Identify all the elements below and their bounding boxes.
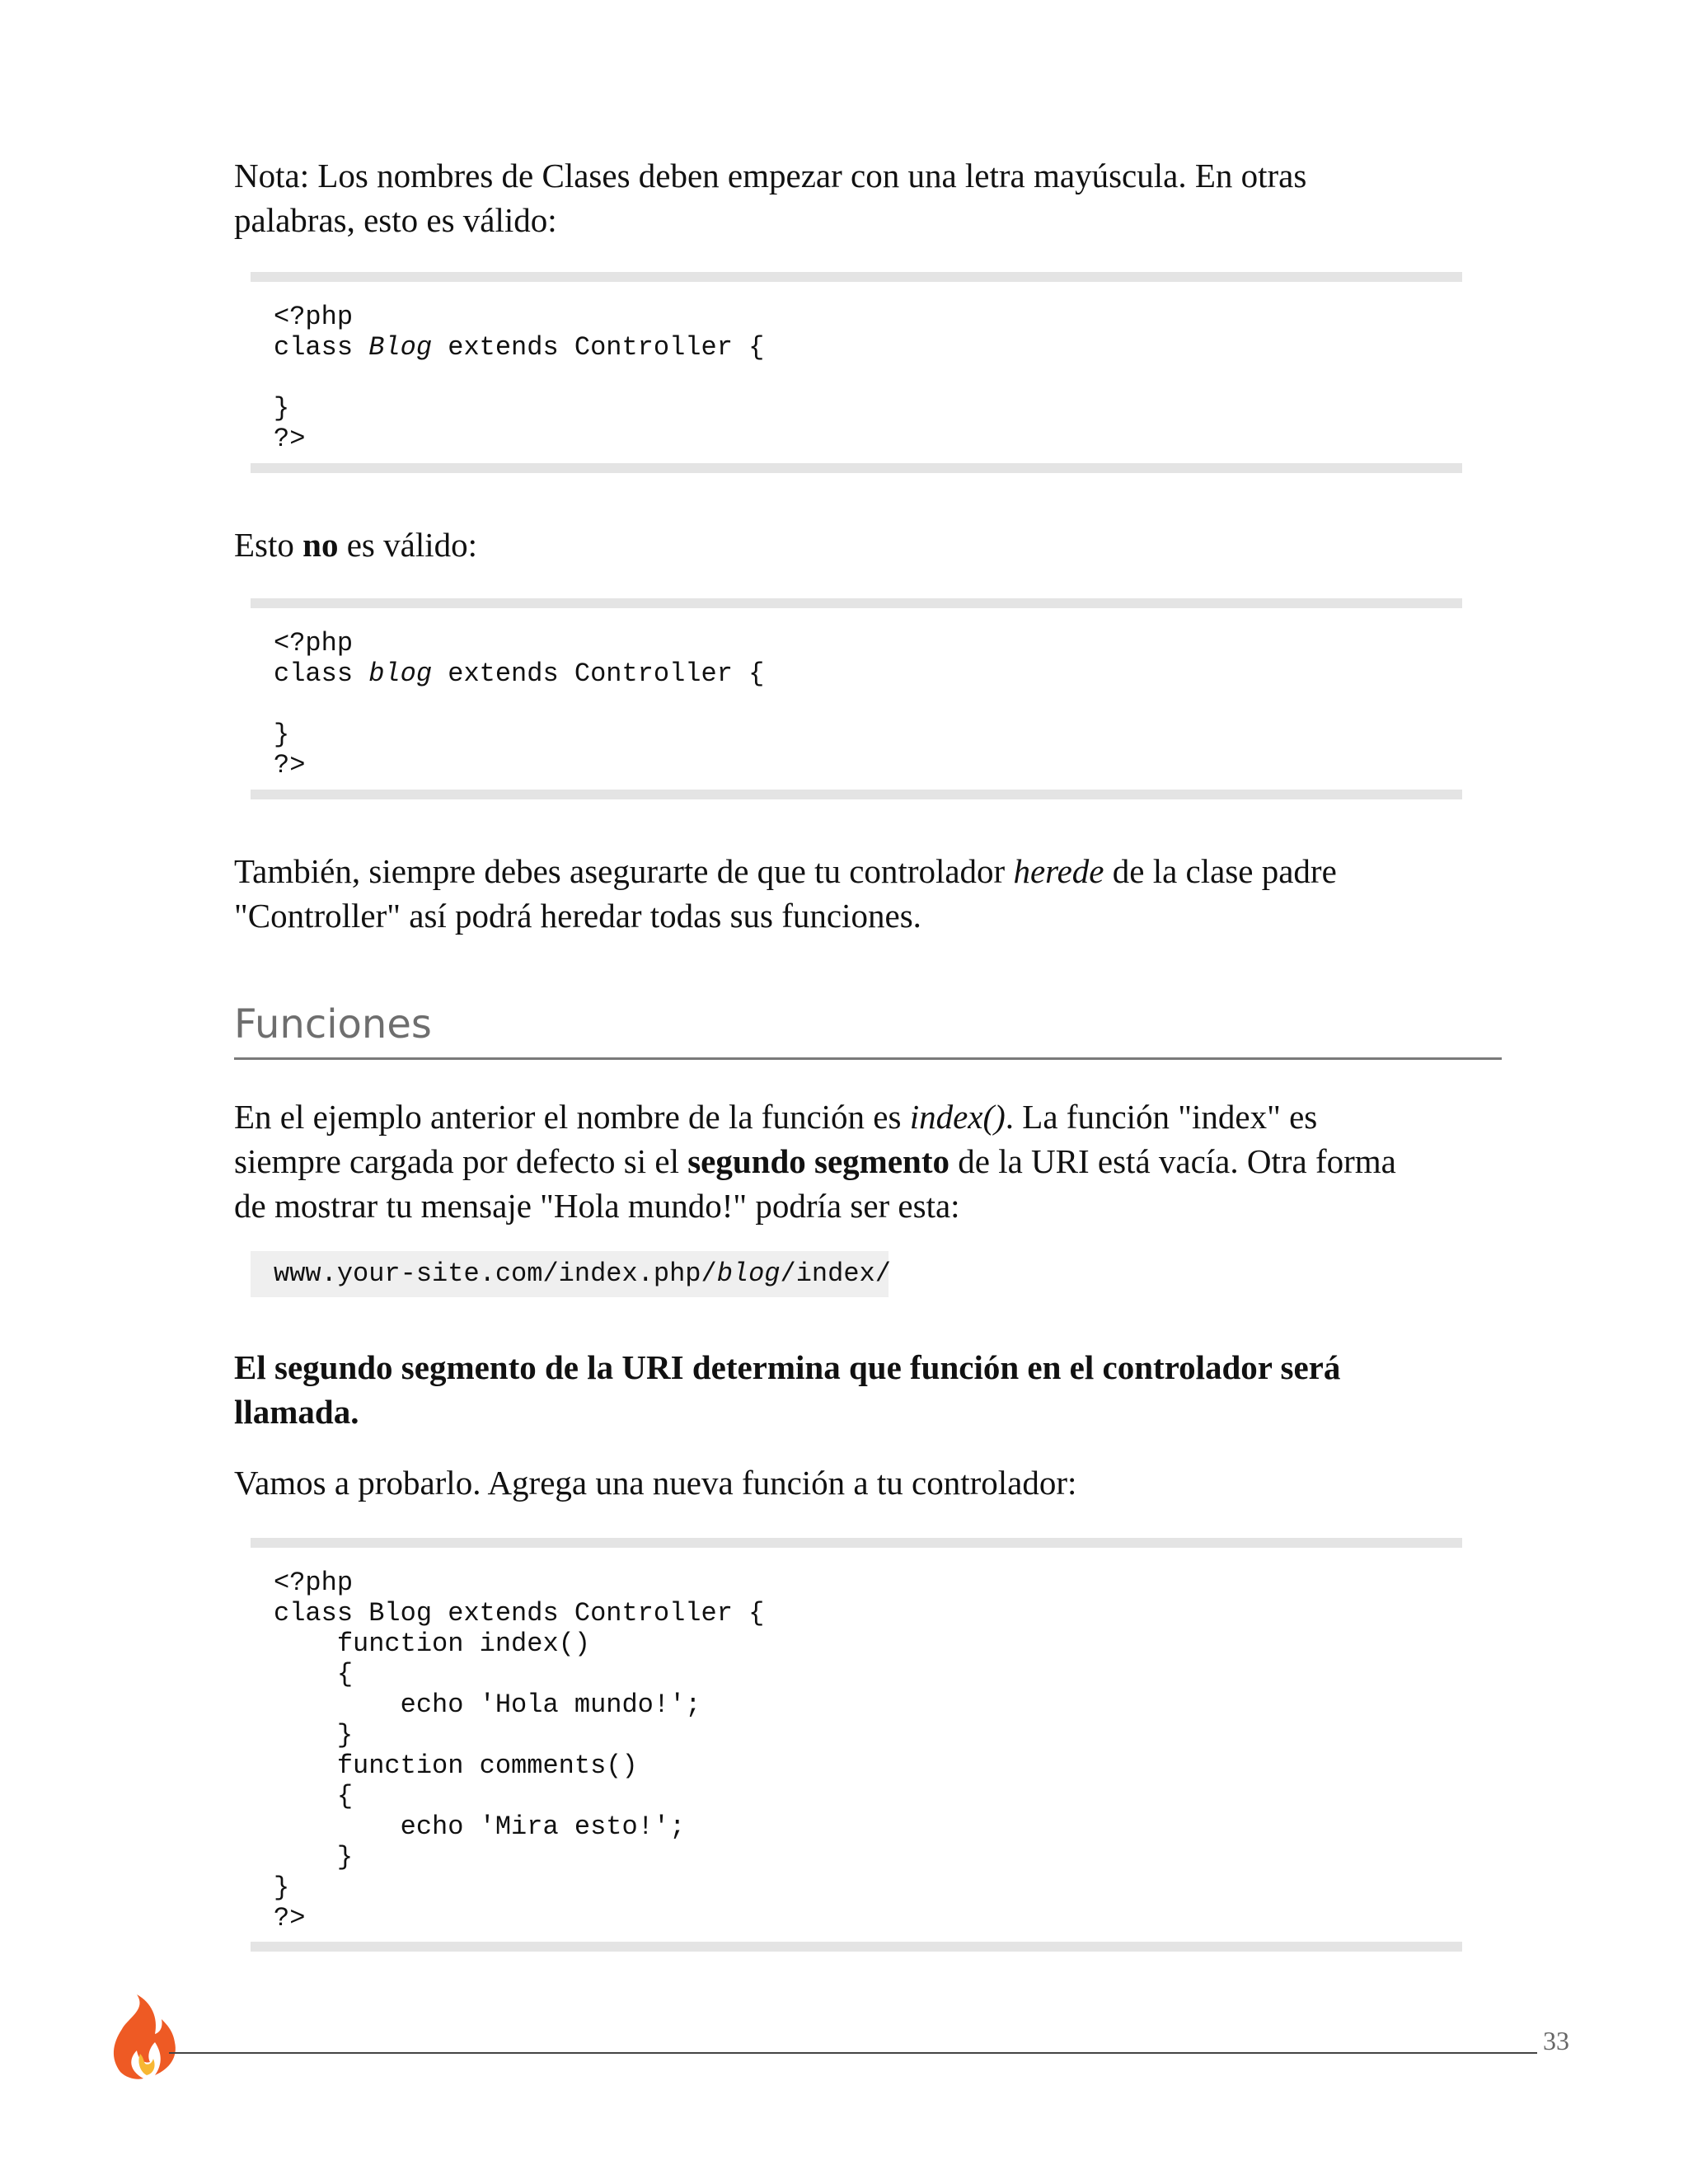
invalid-intro — [234, 523, 477, 567]
code-line: ?> — [274, 750, 306, 780]
text: de la URI está vacía. Otra forma — [950, 1142, 1396, 1180]
text: llamada. — [234, 1393, 359, 1431]
url-example — [251, 1251, 889, 1297]
code-line: ?> — [274, 1903, 306, 1933]
bold-statement — [234, 1345, 1340, 1434]
code-block-valid — [251, 272, 1462, 473]
code-line: } — [274, 1872, 290, 1903]
note-paragraph — [234, 153, 1306, 242]
codeigniter-flame-logo — [104, 1993, 180, 2080]
code-line: echo 'Hola mundo!'; — [274, 1690, 701, 1720]
code-line: function index() — [274, 1629, 591, 1659]
code-line: class Blog extends Controller { — [274, 1598, 765, 1629]
text: de mostrar tu mensaje "Hola mundo!" podría ser esta: — [234, 1187, 960, 1225]
code-line: } — [274, 719, 290, 750]
text: El segundo segmento de la URI determina que función en el controlador será — [234, 1348, 1341, 1386]
text: siempre cargada por defecto si el — [234, 1142, 688, 1180]
code-line: { — [274, 1659, 354, 1690]
url-part: www.your-site.com/index.php/ — [274, 1258, 717, 1289]
page-number: 33 — [1543, 2026, 1569, 2055]
inheritance-paragraph — [234, 849, 1337, 938]
text: "Controller" así podrá heredar todas sus funciones. — [234, 897, 921, 935]
code-token: class — [274, 658, 369, 689]
code-line: <?php — [274, 1568, 354, 1598]
code-class-name: blog — [368, 658, 433, 689]
section-heading-funciones: Funciones — [234, 999, 1502, 1060]
text: de la clase padre — [1104, 852, 1337, 890]
code-line: <?php — [274, 628, 354, 658]
code-line: } — [274, 1720, 354, 1750]
functions-paragraph — [234, 1094, 1396, 1228]
text: También, siempre debes asegurarte de que tu controlador — [234, 852, 1014, 890]
code-class-name: Blog — [368, 332, 433, 363]
note-line-2: palabras, esto es válido: — [234, 201, 557, 239]
code-line: function comments() — [274, 1750, 638, 1781]
emphasis-segundo-segmento: segundo segmento — [687, 1142, 950, 1180]
code-block-invalid — [251, 598, 1462, 799]
text: En el ejemplo anterior el nombre de la función es — [234, 1098, 910, 1136]
code-token: extends Controller { — [432, 332, 765, 363]
code-line: } — [274, 393, 290, 424]
url-part: /index/ — [780, 1258, 891, 1289]
url-part-italic: blog — [716, 1258, 781, 1289]
code-line: <?php — [274, 302, 354, 332]
emphasis-herede: herede — [1013, 852, 1104, 890]
try-it-paragraph: Vamos a probarlo. Agrega una nueva función a tu controlador: — [234, 1464, 1077, 1502]
code-token: extends Controller { — [432, 658, 765, 689]
code-line: } — [274, 1842, 354, 1872]
text: . La función "index" es — [1005, 1098, 1318, 1136]
code-line: echo 'Mira esto!'; — [274, 1811, 686, 1842]
note-line-1: Nota: Los nombres de Clases deben empezar con una letra mayúscula. En otras — [234, 157, 1307, 194]
code-line: ?> — [274, 424, 306, 454]
code-token: class — [274, 332, 369, 363]
emphasis-no: no — [302, 526, 339, 564]
text: es válido: — [338, 526, 477, 564]
text: Esto — [234, 526, 303, 564]
code-block-example — [251, 1538, 1462, 1952]
code-example-lines — [251, 1548, 1462, 1933]
code-line: { — [274, 1781, 354, 1811]
footer-divider — [169, 2052, 1537, 2054]
emphasis-index: index() — [909, 1098, 1006, 1136]
